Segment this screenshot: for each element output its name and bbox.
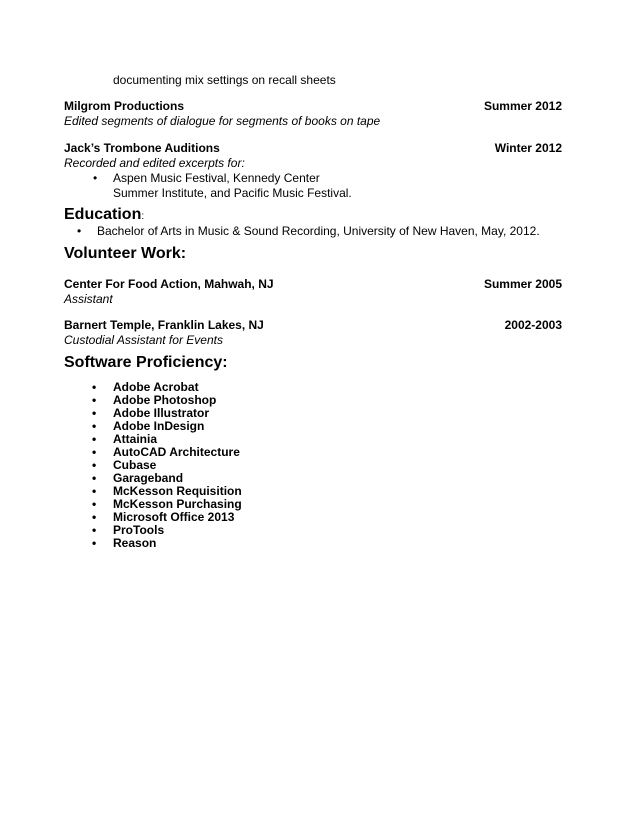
experience-org-2: Jack’s Trombone Auditions [64, 141, 220, 155]
software-item: Adobe Illustrator [113, 406, 210, 420]
software-item: Adobe Photoshop [113, 393, 217, 407]
software-item: Cubase [113, 458, 157, 472]
software-item: Attainia [113, 432, 158, 446]
experience-org-1: Milgrom Productions [64, 99, 184, 113]
list-item [92, 536, 242, 550]
software-item: AutoCAD Architecture [113, 445, 240, 459]
bullet-dot: • [92, 432, 97, 446]
bullet-dot: • [92, 419, 97, 433]
bullet-dot: • [92, 471, 97, 485]
software-item: Garageband [113, 471, 184, 485]
software-item: McKesson Requisition [113, 484, 242, 498]
bullet-dot: • [92, 393, 97, 407]
bullet-dot: • [92, 536, 97, 550]
software-item: ProTools [113, 523, 165, 537]
software-heading: Software Proficiency: [64, 354, 228, 371]
experience-desc-1: Edited segments of dialogue for segments of books on tape [64, 114, 381, 128]
bullet-dot: • [92, 458, 97, 472]
volunteer-org-1: Center For Food Action, Mahwah, NJ [64, 277, 274, 291]
experience-date-1: Summer 2012 [483, 99, 562, 113]
software-item: Adobe InDesign [113, 419, 205, 433]
bullet-dot: • [92, 406, 97, 420]
software-item: Reason [113, 536, 157, 550]
bullet-dot: • [93, 171, 98, 185]
volunteer-heading: Volunteer Work: [64, 245, 187, 262]
volunteer-date-1: Summer 2005 [483, 277, 562, 291]
bullet-dot: • [77, 224, 82, 238]
bullet-dot: • [92, 445, 97, 459]
bullet-dot: • [92, 380, 97, 394]
bullet-dot: • [92, 510, 97, 524]
education-heading-text: Education [64, 206, 142, 223]
experience-bullet-line-2: Summer Institute, and Pacific Music Festival. [113, 186, 352, 200]
education-item: Bachelor of Arts in Music & Sound Recording, University of New Haven, May, 2012. [97, 224, 540, 238]
software-item: Microsoft Office 2013 [113, 510, 235, 524]
experience-bullet-line-1: Aspen Music Festival, Kennedy Center [113, 171, 320, 185]
bullet-dot: • [92, 523, 97, 537]
volunteer-role-2: Custodial Assistant for Events [64, 333, 223, 347]
bullet-dot: • [92, 484, 97, 498]
software-item: Adobe Acrobat [113, 380, 199, 394]
software-list [92, 380, 242, 550]
volunteer-org-2: Barnert Temple, Franklin Lakes, NJ [64, 318, 264, 332]
software-item: McKesson Purchasing [113, 497, 242, 511]
bullet-dot: • [92, 497, 97, 511]
volunteer-role-1: Assistant [64, 292, 113, 306]
volunteer-date-2: 2002-2003 [504, 318, 562, 332]
continuation-text: documenting mix settings on recall sheets [113, 73, 336, 87]
experience-desc-2: Recorded and edited excerpts for: [64, 156, 245, 170]
education-heading-colon: : [141, 211, 145, 222]
experience-date-2: Winter 2012 [494, 141, 562, 155]
